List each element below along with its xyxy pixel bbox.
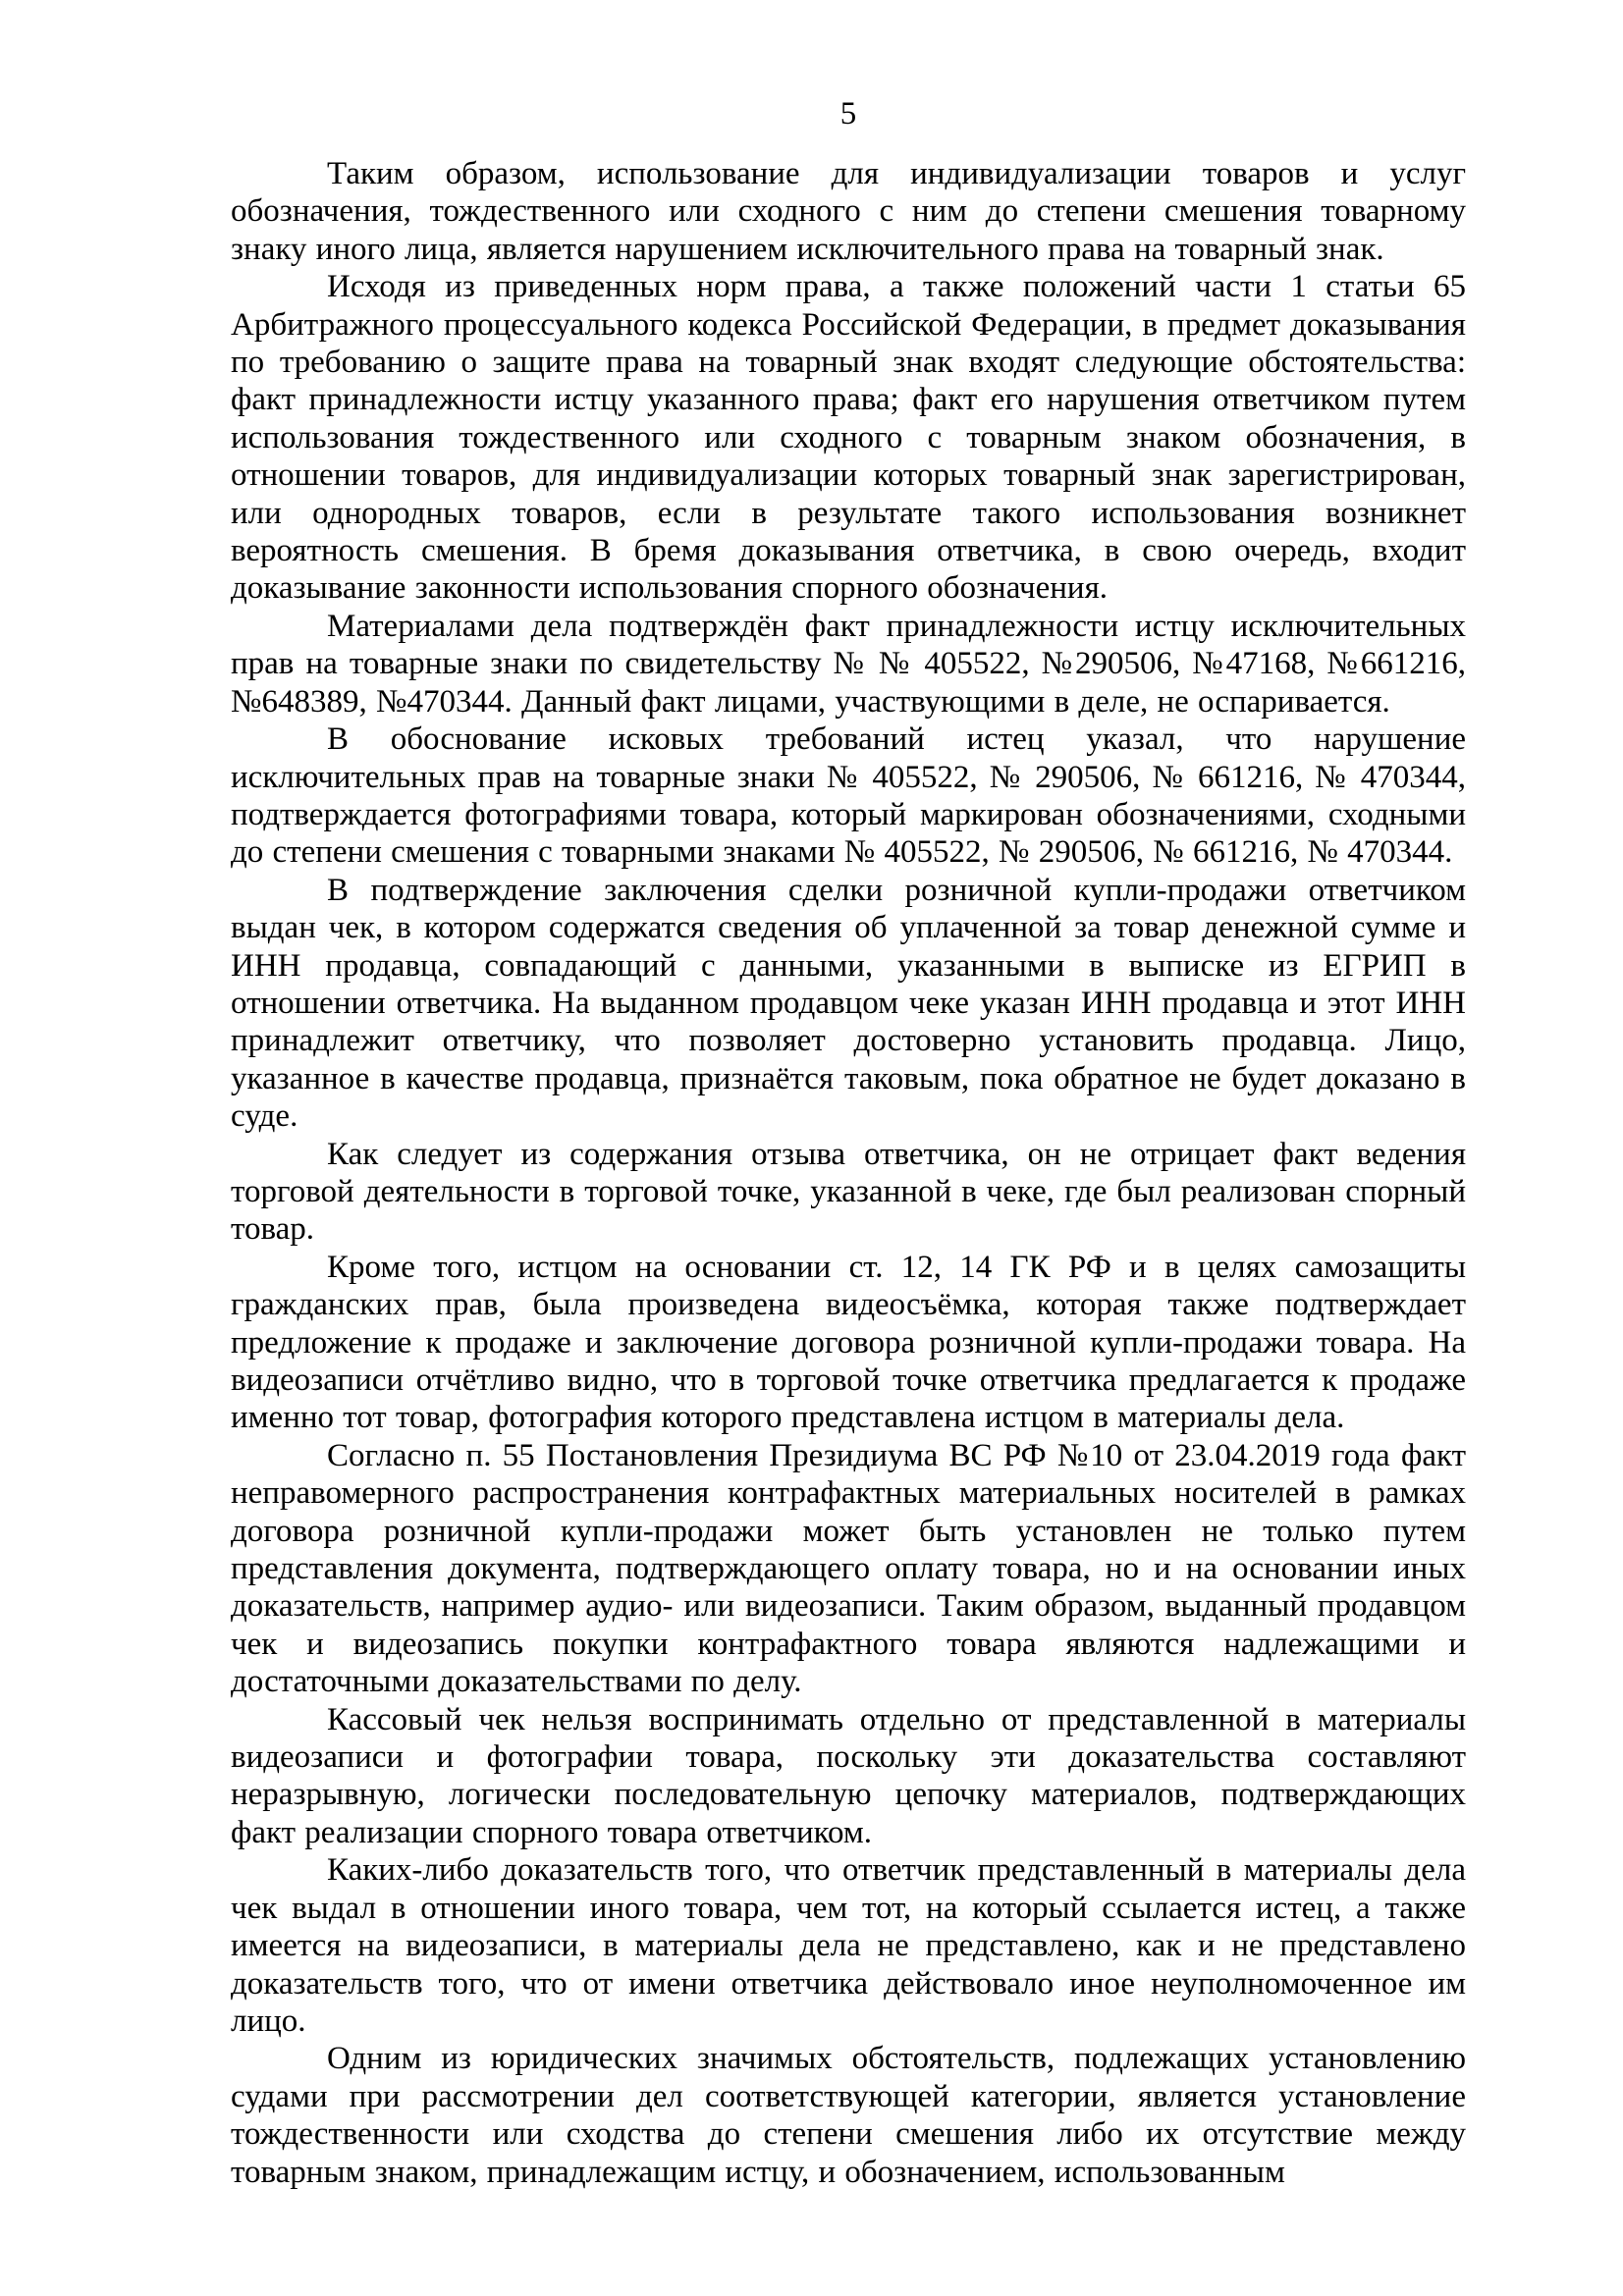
paragraph: Одним из юридических значимых обстоятельств, подлежащих установлению судами при рассмотрении дел соответствующей категории, является установление тождественности или сходства до степени смешения либо их отсутствие между товарным знаком, принадлежащим истцу, и обозначением, использованным: [231, 2041, 1466, 2190]
page-number: 5: [839, 96, 857, 132]
paragraph: Каких-либо доказательств того, что ответчик представленный в материалы дела чек выдал в отношении иного товара, чем тот, на который ссылается истец, а также имеется на видеозаписи, в материалы дела не представлено, как и не представлено доказательств того, что от имени ответчика действовало иное неуполномоченное им лицо.: [231, 1852, 1466, 2039]
paragraph: Таким образом, использование для индивидуализации товаров и услуг обозначения, тождественного или сходного с ним до степени смешения товарному знаку иного лица, является нарушением исключительного права на товарный знак.: [231, 156, 1466, 267]
paragraph: Кроме того, истцом на основании ст. 12, 14 ГК РФ и в целях самозащиты гражданских прав, была произведена видеосъёмка, которая также подтверждает предложение к продаже и заключение договора розничной купли-продажи товара. На видеозаписи отчётливо видно, что в торговой точке ответчика предлагается к продаже именно тот товар, фотография которого представлена истцом в материалы дела.: [231, 1249, 1466, 1436]
document-body: [231, 155, 1466, 2191]
paragraph: Материалами дела подтверждён факт принадлежности истцу исключительных прав на товарные знаки по свидетельству № № 405522, №290506, №47168, №661216, №648389, №470344. Данный факт лицами, участвующими в деле, не оспаривается.: [231, 608, 1466, 720]
paragraph: Исходя из приведенных норм права, а также положений части 1 статьи 65 Арбитражного процессуального кодекса Российской Федерации, в предмет доказывания по требованию о защите права на товарный знак входят следующие обстоятельства: факт принадлежности истцу указанного права; факт его нарушения ответчиком путем использования тождественного или сходного с товарным знаком обозначения, в отношении товаров, для индивидуализации которых товарный знак зарегистрирован, или однородных товаров, если в результате такого использования возникнет вероятность смешения. В бремя доказывания ответчика, в свою очередь, входит доказывание законности использования спорного обозначения.: [231, 269, 1466, 607]
paragraph: Как следует из содержания отзыва ответчика, он не отрицает факт ведения торговой деятельности в торговой точке, указанной в чеке, где был реализован спорный товар.: [231, 1136, 1466, 1248]
paragraph: В подтверждение заключения сделки розничной купли-продажи ответчиком выдан чек, в котором содержатся сведения об уплаченной за товар денежной сумме и ИНН продавца, совпадающий с данными, указанными в выписке из ЕГРИП в отношении ответчика. На выданном продавцом чеке указан ИНН продавца и этот ИНН принадлежит ответчику, что позволяет достоверно установить продавца. Лицо, указанное в качестве продавца, признаётся таковым, пока обратное не будет доказано в суде.: [231, 872, 1466, 1135]
paragraph: В обоснование исковых требований истец указал, что нарушение исключительных прав на товарные знаки № 405522, № 290506, № 661216, № 470344, подтверждается фотографиями товара, который маркирован обозначениями, сходными до степени смешения с товарными знаками № 405522, № 290506, № 661216, № 470344.: [231, 721, 1466, 871]
paragraph: Согласно п. 55 Постановления Президиума ВС РФ №10 от 23.04.2019 года факт неправомерного распространения контрафактных материальных носителей в рамках договора розничной купли-продажи может быть установлен не только путем представления документа, подтверждающего оплату товара, но и на основании иных доказательств, например аудио- или видеозаписи. Таким образом, выданный продавцом чек и видеозапись покупки контрафактного товара являются надлежащими и достаточными доказательствами по делу.: [231, 1437, 1466, 1700]
paragraph: Кассовый чек нельзя воспринимать отдельно от представленной в материалы видеозаписи и фотографии товара, поскольку эти доказательства составляют неразрывную, логически последовательную цепочку материалов, подтверждающих факт реализации спорного товара ответчиком.: [231, 1701, 1466, 1850]
